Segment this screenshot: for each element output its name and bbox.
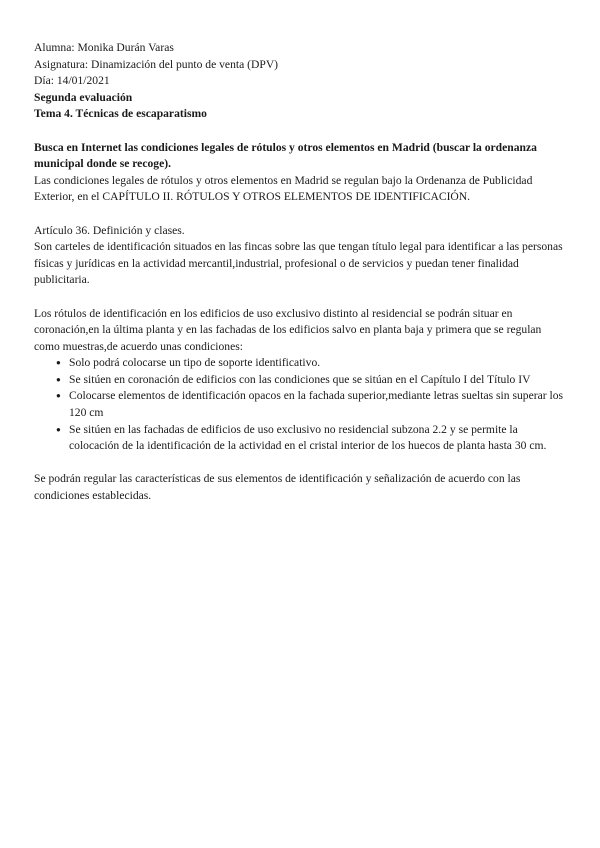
- spacer: [34, 206, 564, 223]
- conditions-list: [34, 355, 564, 455]
- date-line: Día: 14/01/2021: [34, 74, 110, 88]
- list-item: [34, 388, 564, 421]
- spacer: [34, 289, 564, 306]
- list-item: [34, 372, 564, 389]
- document-page: [34, 40, 564, 505]
- spacer: [34, 123, 564, 140]
- article-title: Artículo 36. Definición y clases.: [34, 223, 185, 237]
- list-item-text: Solo podrá colocarse un tipo de soporte identificativo.: [69, 356, 321, 370]
- bullet-icon: ●: [56, 358, 61, 368]
- topic-heading: Tema 4. Técnicas de escaparatismo: [34, 107, 207, 121]
- list-item-text: Se sitúen en coronación de edificios con las condiciones que se sitúan en el Capítulo I del Título IV: [69, 372, 531, 386]
- evaluation-heading: Segunda evaluación: [34, 90, 133, 104]
- list-item-text: Se sitúen en las fachadas de edificios de uso exclusivo no residencial subzona 2.2 y se permite la colocación de la identificación de la actividad en el cristal interior de los huecos de planta hasta 30 cm.: [69, 422, 547, 453]
- bullet-icon: ●: [56, 424, 61, 434]
- closing-paragraph: Se podrán regular las características de sus elementos de identificación y señalización de acuerdo con las condiciones establecidas.: [34, 472, 521, 503]
- task-answer-intro: Las condiciones legales de rótulos y otros elementos en Madrid se regulan bajo la Ordenanza de Publicidad Exterior, en el CAPÍTULO II. RÓTULOS Y OTROS ELEMENTOS DE IDENTIFICACIÓN.: [34, 173, 533, 204]
- conditions-intro: Los rótulos de identificación en los edificios de uso exclusivo distinto al residencial se podrán situar en coronación,en la última planta y en las fachadas de los edificios salvo en planta baja y primera que se regulan como muestras,de acuerdo unas condiciones:: [34, 306, 542, 353]
- list-item: [34, 355, 564, 372]
- subject-line: Asignatura: Dinamización del punto de venta (DPV): [34, 57, 279, 71]
- spacer: [34, 455, 564, 472]
- list-item-text: Colocarse elementos de identificación opacos en la fachada superior,mediante letras sueltas sin superar los 120 cm: [69, 389, 564, 420]
- student-name: Alumna: Monika Durán Varas: [34, 41, 174, 54]
- article-definition: Son carteles de identificación situados en las fincas sobre las que tengan título legal para identificar a las personas físicas y jurídicas en la actividad mercantil,industrial, profesional o de servicios y puedan tener finalidad publicitaria.: [34, 240, 563, 287]
- list-item: [34, 422, 564, 455]
- bullet-icon: ●: [56, 391, 61, 401]
- task-question: Busca en Internet las condiciones legales de rótulos y otros elementos en Madrid (buscar la ordenanza municipal donde se recoge).: [34, 140, 537, 171]
- bullet-icon: ●: [56, 374, 61, 384]
